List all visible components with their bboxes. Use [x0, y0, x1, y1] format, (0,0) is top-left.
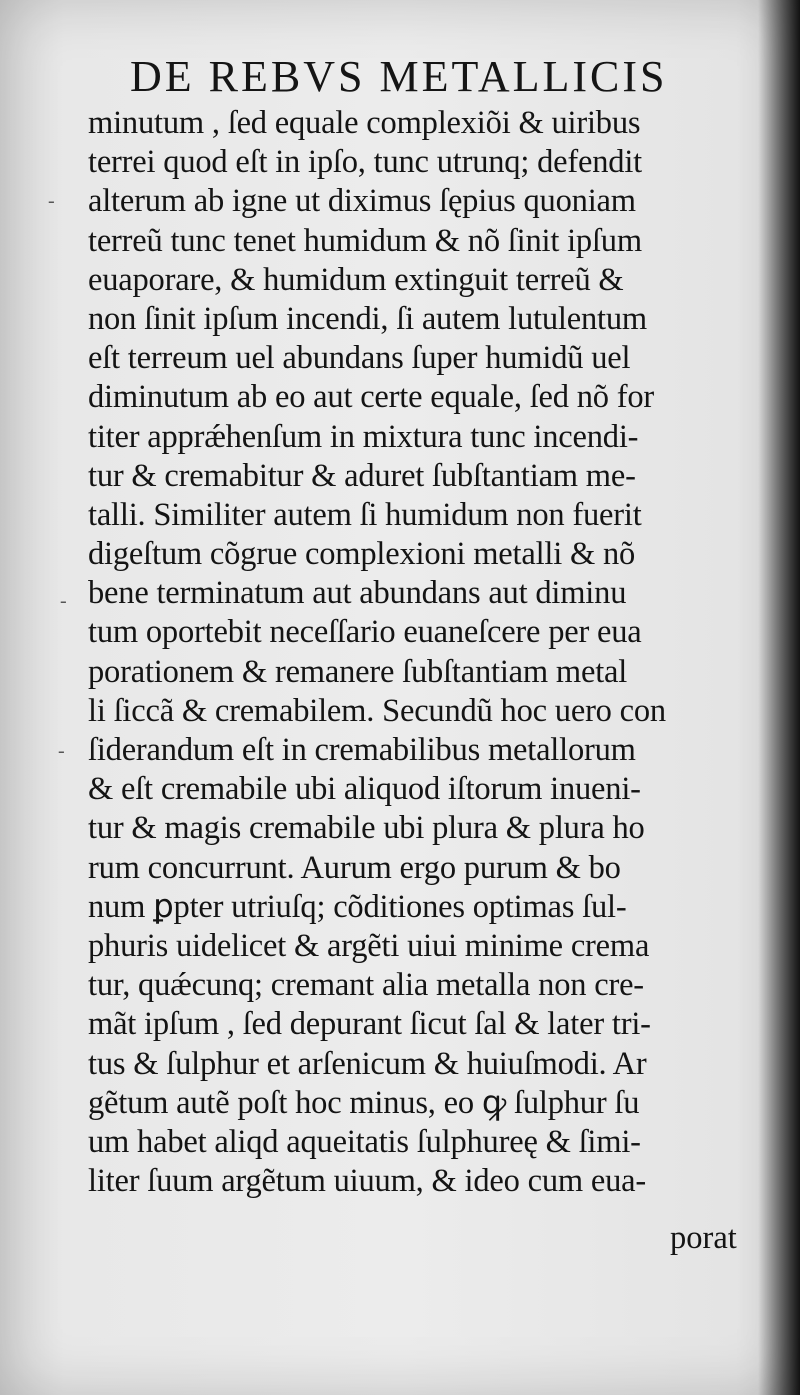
text-line: tum oportebit neceſſario euaneſcere per eua: [88, 614, 642, 651]
text-line: mãt ipſum , ſed depurant ſicut ſal & later tri-: [88, 1006, 651, 1043]
text-line: diminutum ab eo aut certe equale, ſed nõ for: [88, 379, 655, 416]
text-line: tur, quǽcunq; cremant alia metalla non cre-: [88, 967, 644, 1004]
catchword: porat: [670, 1220, 737, 1256]
text-line: minutum , ſed equale complexiõi & uiribus: [88, 105, 641, 141]
text-line: euaporare, & humidum extinguit terreũ &: [88, 261, 624, 298]
text-line: phuris uidelicet & argẽti uiui minime crema: [88, 927, 650, 964]
text-line: bene terminatum aut abundans aut diminu: [88, 575, 627, 612]
text-block: [88, 104, 768, 1201]
text-line: um habet aliqd aqueitatis ſulphureę & ſimi-: [88, 1123, 641, 1160]
margin-dash: -: [58, 740, 65, 762]
text-line: liter ſuum argẽtum uiuum, & ideo cum eua-: [88, 1163, 647, 1200]
text-line: num ꝑpter utriuſq; cõditiones optimas ſul-: [88, 888, 627, 925]
text-line: non ſinit ipſum incendi, ſi autem lutulentum: [88, 300, 647, 337]
text-line: ſiderandum eſt in cremabilibus metallorum: [88, 732, 636, 768]
text-line: tur & cremabitur & aduret ſubſtantiam me-: [88, 457, 636, 494]
text-line: terrei quod eſt in ipſo, tunc utrunq; defendit: [88, 144, 642, 181]
running-head: DE REBVS METALLICIS: [130, 52, 668, 101]
text-line: rum concurrunt. Aurum ergo purum & bo: [88, 849, 621, 886]
text-line: gẽtum autẽ poſt hoc minus, eo ꝙ ſulphur ſu: [88, 1084, 640, 1121]
text-line: digeſtum cõgrue complexioni metalli & nõ: [88, 536, 636, 573]
text-line: tus & ſulphur et arſenicum & huiuſmodi. Ar: [88, 1045, 647, 1082]
margin-dash: -: [60, 590, 67, 612]
text-line: porationem & remanere ſubſtantiam metal: [88, 653, 628, 690]
text-line: & eſt cremabile ubi aliquod iſtorum inueni-: [88, 771, 641, 808]
margin-dash: -: [48, 190, 55, 212]
text-line: tur & magis cremabile ubi plura & plura ho: [88, 810, 645, 847]
text-line: eſt terreum uel abundans ſuper humidũ uel: [88, 340, 631, 377]
text-line: alterum ab igne ut diximus ſępius quoniam: [88, 183, 636, 220]
text-line: titer apprǽhenſum in mixtura tunc incendi-: [88, 418, 639, 455]
text-line: talli. Similiter autem ſi humidum non fuerit: [88, 496, 642, 533]
text-line: li ſiccã & cremabilem. Secundũ hoc uero con: [88, 692, 666, 729]
text-line: terreũ tunc tenet humidum & nõ ſinit ipſum: [88, 222, 642, 259]
